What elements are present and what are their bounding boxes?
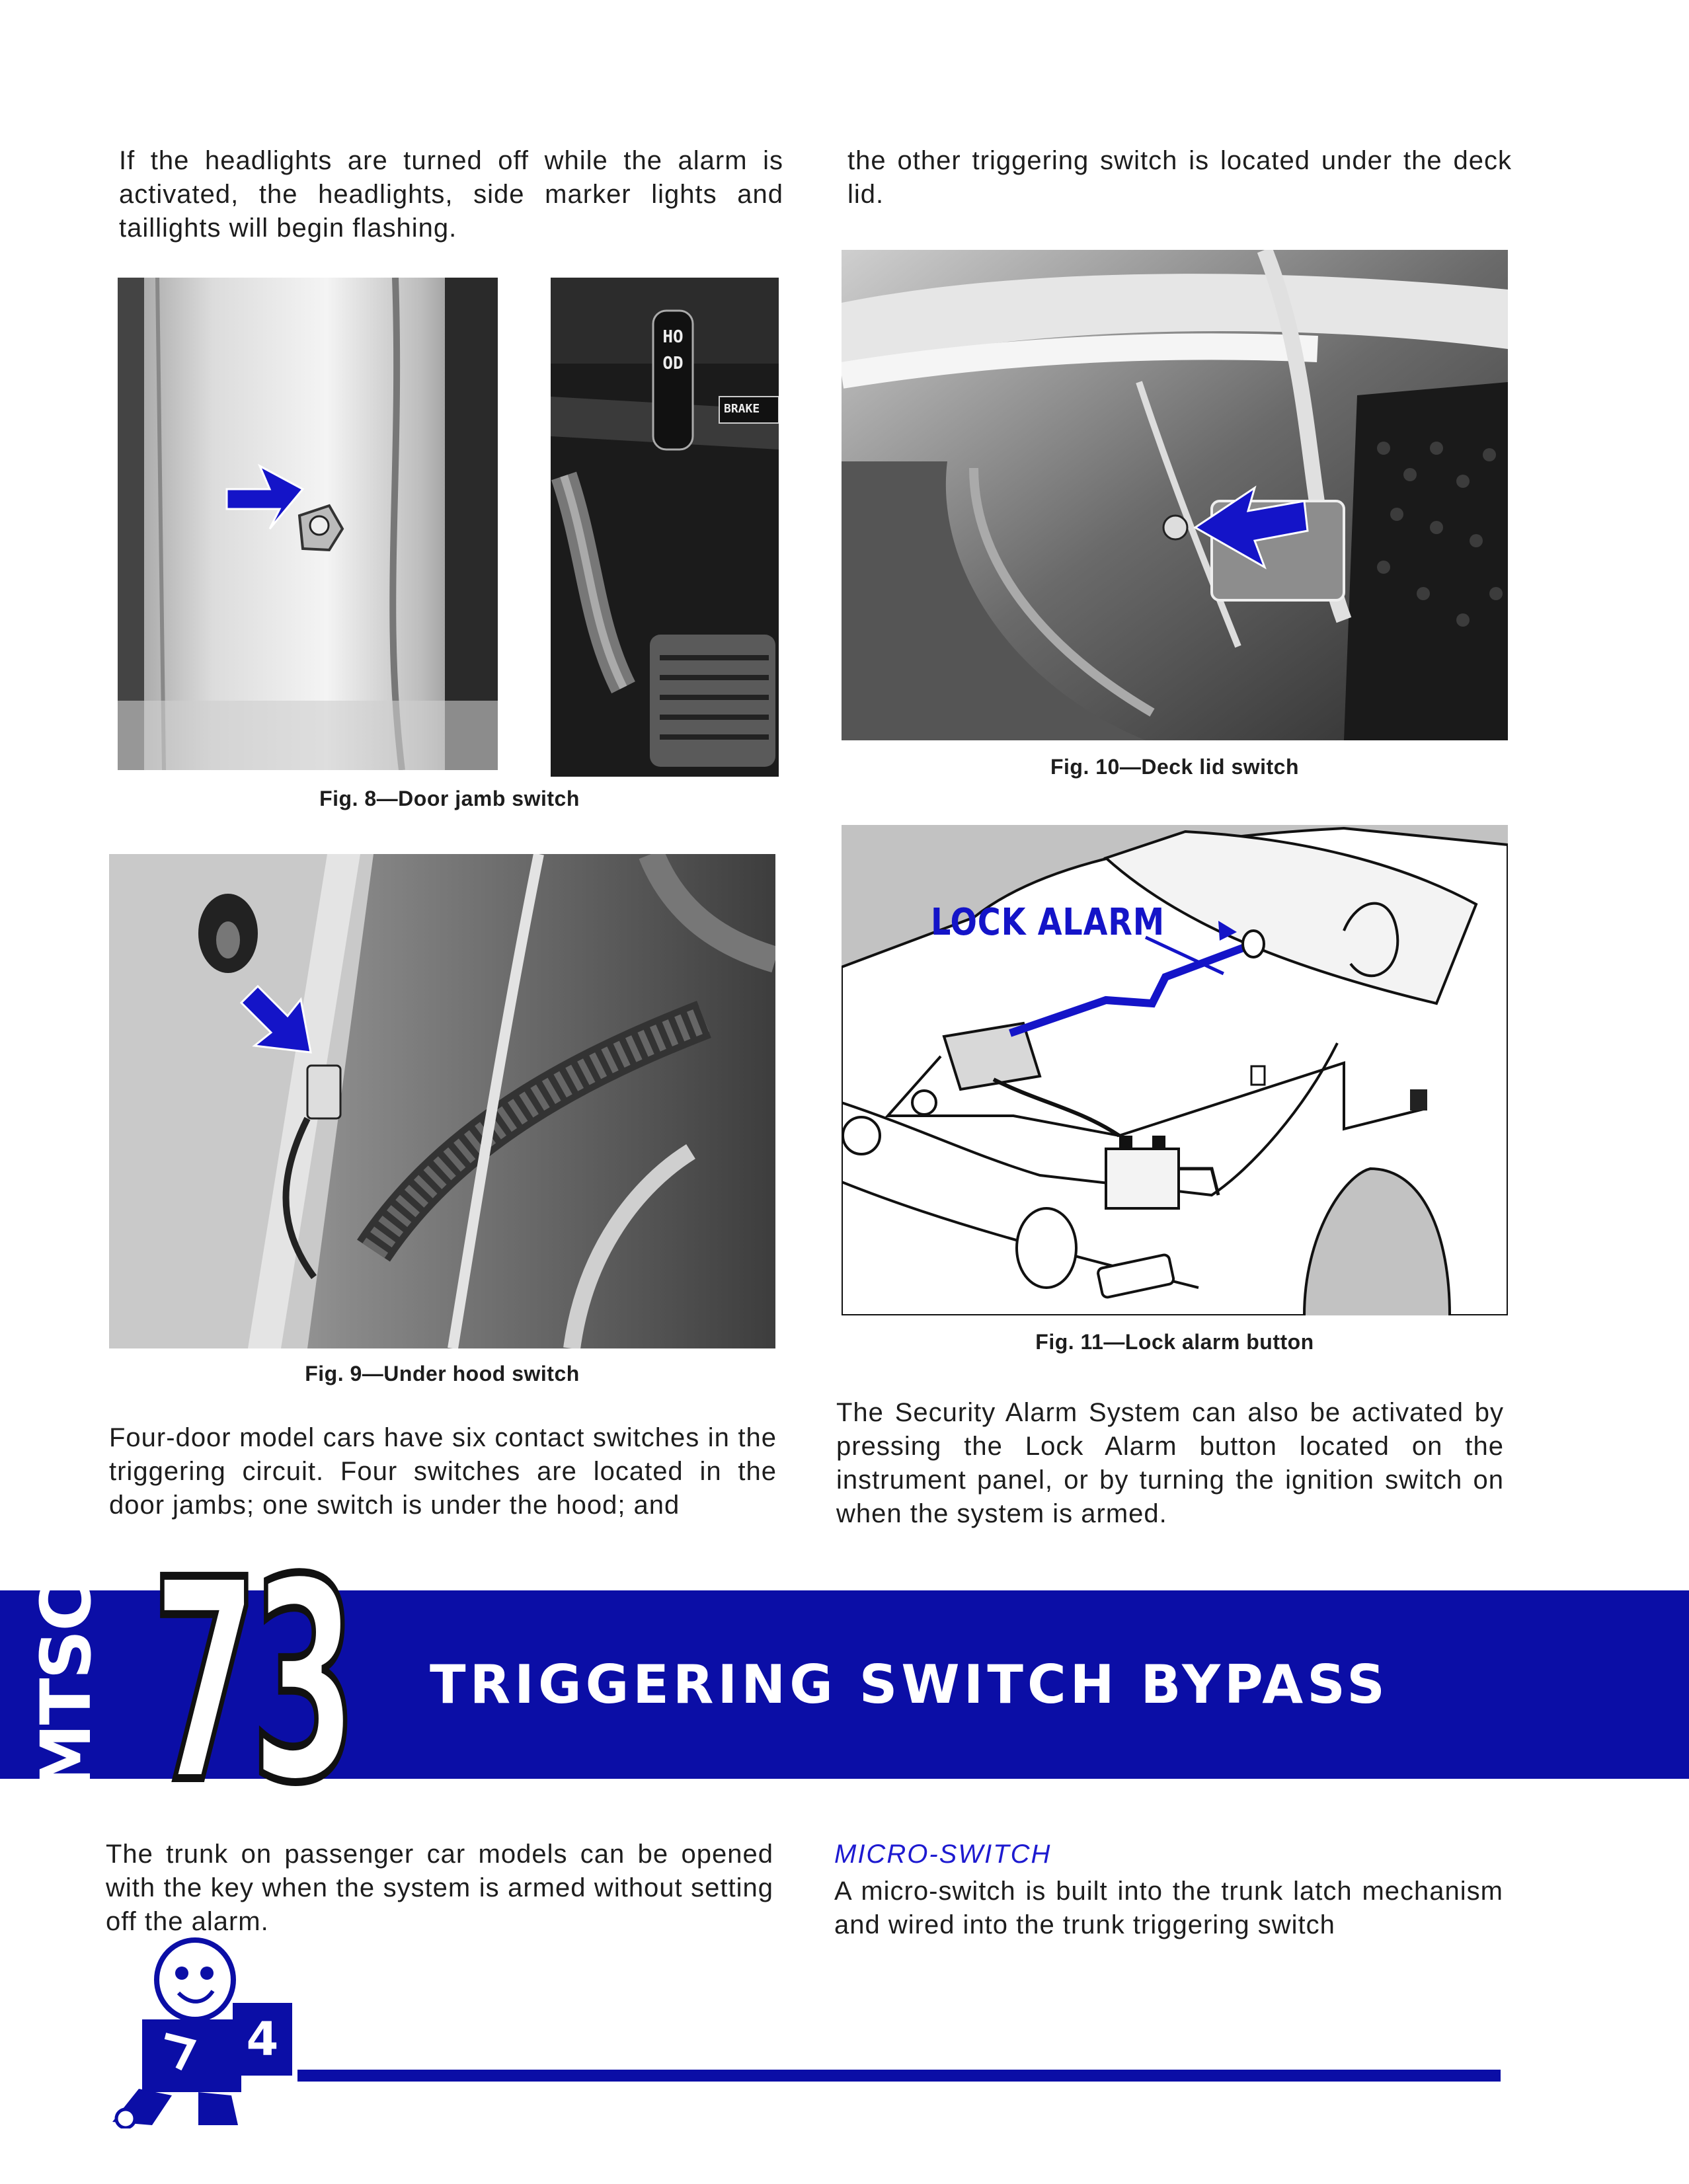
fig11-caption: Fig. 11—Lock alarm button — [1035, 1330, 1314, 1354]
fig10-photo — [842, 250, 1508, 740]
section-banner — [0, 1521, 1689, 1844]
intro-paragraph-left: If the headlights are turned off while the alarm is activated, the headlights, side marker lights and taillights will begin flashing. — [119, 146, 783, 243]
footer-rule — [297, 2070, 1501, 2082]
intro-paragraph-right: the other triggering switch is located under the deck lid. — [847, 146, 1512, 209]
micro-switch-paragraph: A micro-switch is built into the trunk latch mechanism and wired into the trunk triggering switch — [834, 1877, 1503, 1939]
fig8-hood-label: HOOD — [662, 327, 684, 373]
page-number: 4 — [233, 2003, 292, 2076]
fig9-caption: Fig. 9—Under hood switch — [305, 1362, 580, 1385]
fig8-brake-label: BRAKE — [724, 402, 760, 416]
micro-switch-subhead: MICRO-SWITCH — [834, 1840, 1052, 1869]
fig11-callout: LOCK ALARM — [931, 901, 1165, 944]
fig8-photo-door — [118, 278, 498, 770]
banner-logo-number: 73 — [152, 1521, 350, 1844]
switch-count-paragraph: Four-door model cars have six contact switches in the triggering circuit. Four switches are located in the door jambs; one switch is under the hood; and — [109, 1423, 777, 1520]
banner-logo-letters: MTSC — [26, 1582, 106, 1792]
fig9-photo — [109, 854, 775, 1348]
trunk-paragraph: The trunk on passenger car models can be opened with the key when the system is armed without setting off the alarm. — [106, 1840, 773, 1936]
fig8-photo-pedal — [551, 278, 779, 777]
fig10-caption: Fig. 10—Deck lid switch — [1050, 755, 1300, 779]
fig8-caption: Fig. 8—Door jamb switch — [319, 787, 580, 810]
activation-paragraph: The Security Alarm System can also be activated by pressing the Lock Alarm button located on the instrument panel, or by turning the ignition switch on when the system is armed. — [836, 1398, 1504, 1528]
fig11-diagram — [842, 825, 1508, 1315]
section-title: TRIGGERING SWITCH BYPASS — [430, 1654, 1389, 1715]
